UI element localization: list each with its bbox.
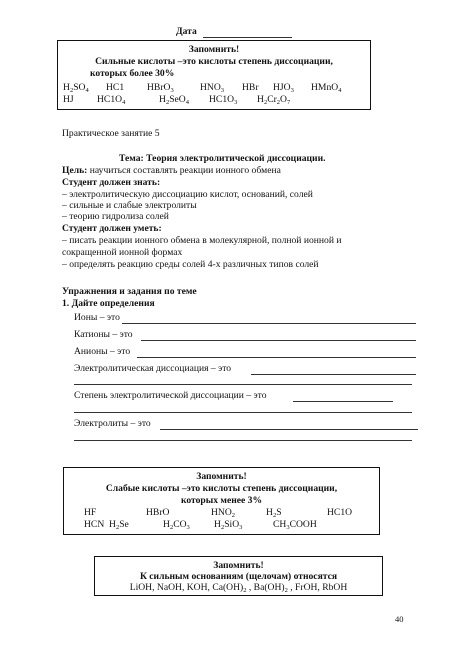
formula: $CH_3COOH$ — [273, 519, 317, 531]
date-label: Дата — [176, 26, 197, 37]
formula: $HJO_3$ — [273, 82, 294, 94]
goal-text: научиться составлять реакции ионного обмена — [87, 165, 281, 176]
formula: $H_2SiO_3$ — [214, 519, 243, 531]
formula-row-1 — [84, 507, 374, 519]
formula: $H_2SeO_4$ — [159, 94, 189, 106]
definition-prompt: Электролитическая диссоциация – это — [74, 363, 232, 374]
answer-line[interactable] — [293, 401, 393, 402]
goal-label: Цель: — [62, 165, 88, 176]
answer-line[interactable] — [137, 357, 416, 358]
box-line: Слабые кислоты –это кислоты степень диссоциации, — [105, 483, 338, 494]
box-line: Сильные кислоты –это кислоты степень диссоциации, — [95, 56, 333, 67]
definition-prompt: Ионы – это — [74, 312, 120, 323]
answer-line[interactable] — [141, 340, 416, 341]
definition-prompt: Катионы – это — [74, 329, 133, 340]
formula: $HNO_2$ — [211, 507, 236, 519]
formula: HJ — [63, 94, 74, 105]
task-1-heading: 1. Дайте определения — [62, 298, 155, 309]
can-item: – определять реакцию среды солей 4-х различных типов солей — [62, 259, 319, 270]
formula-row-1 — [63, 82, 363, 94]
definition-prompt: Анионы – это — [74, 346, 131, 357]
formula: HCN — [84, 519, 105, 530]
can-heading: Студент должен уметь: — [62, 223, 162, 234]
remember-box-strong-bases — [94, 556, 383, 596]
box-heading: Запомнить! — [196, 471, 247, 482]
know-item: – сильные и слабые электролиты — [62, 200, 197, 211]
remember-box-weak-acids — [63, 467, 380, 535]
box-line: К сильным основаниям (щелочам) относятся — [139, 571, 338, 582]
topic-title: Тема: Теория электролитической диссоциации. — [119, 153, 326, 164]
practical-label: Практическое занятие 5 — [62, 128, 160, 139]
formula: $H_2CO_3$ — [163, 519, 190, 531]
can-item: сокращенной ионной формах — [62, 247, 183, 258]
formula: $HNO_3$ — [200, 82, 225, 94]
box-heading: Запомнить! — [213, 560, 264, 571]
know-heading: Студент должен знать: — [62, 177, 161, 188]
answer-line[interactable] — [74, 412, 412, 413]
formula: HBrO$_3$ — [147, 82, 174, 94]
formula: $H_2Se$ — [109, 519, 129, 531]
formula: $H_2S$ — [266, 507, 282, 519]
remember-box-strong-acids — [57, 40, 371, 110]
formula: $H_2Cr_2O_7$ — [257, 94, 291, 106]
answer-line[interactable] — [74, 440, 412, 441]
exercises-heading: Упражнения и задания по теме — [62, 286, 197, 297]
answer-line[interactable] — [74, 384, 412, 385]
know-item: – теорию гидролиза солей — [62, 211, 169, 222]
box-line: которых менее 3% — [180, 495, 263, 506]
formula: HC1 — [106, 82, 125, 93]
answer-line[interactable] — [251, 374, 416, 375]
formula: HBr — [242, 82, 259, 93]
can-item: – писать реакции ионного обмена в молекулярной, полной ионной и — [62, 235, 342, 246]
know-item: – электролитическую диссоциацию кислот, оснований, солей — [62, 189, 313, 200]
box-line: которых более 30% — [90, 68, 175, 79]
goal-line — [62, 165, 281, 177]
formula-row-2 — [84, 519, 374, 531]
formula: $H_2SO_4$ — [63, 82, 89, 94]
formula: HBrO — [146, 507, 170, 518]
date-blank-line[interactable] — [203, 37, 292, 38]
formula: $HC1O_3$ — [209, 94, 238, 106]
formula: HC1O — [327, 507, 353, 518]
definition-prompt: Степень электролитической диссоциации – это — [74, 390, 267, 401]
answer-line[interactable] — [122, 323, 416, 324]
page-number: 40 — [395, 614, 404, 624]
formula: HMnO$_4$ — [311, 82, 342, 94]
formula: HF — [84, 507, 97, 518]
formula: $HC1O_4$ — [97, 94, 126, 106]
box-heading: Запомнить! — [188, 44, 240, 55]
definition-prompt: Электролиты – это — [74, 418, 151, 429]
bases-list: LiOH, NaOH, KOH, $Ca(OH)_2$ , $Ba(OH)_2$ , FrOH, RbOH — [129, 582, 348, 594]
formula-row-2 — [63, 94, 363, 106]
answer-line[interactable] — [160, 429, 418, 430]
